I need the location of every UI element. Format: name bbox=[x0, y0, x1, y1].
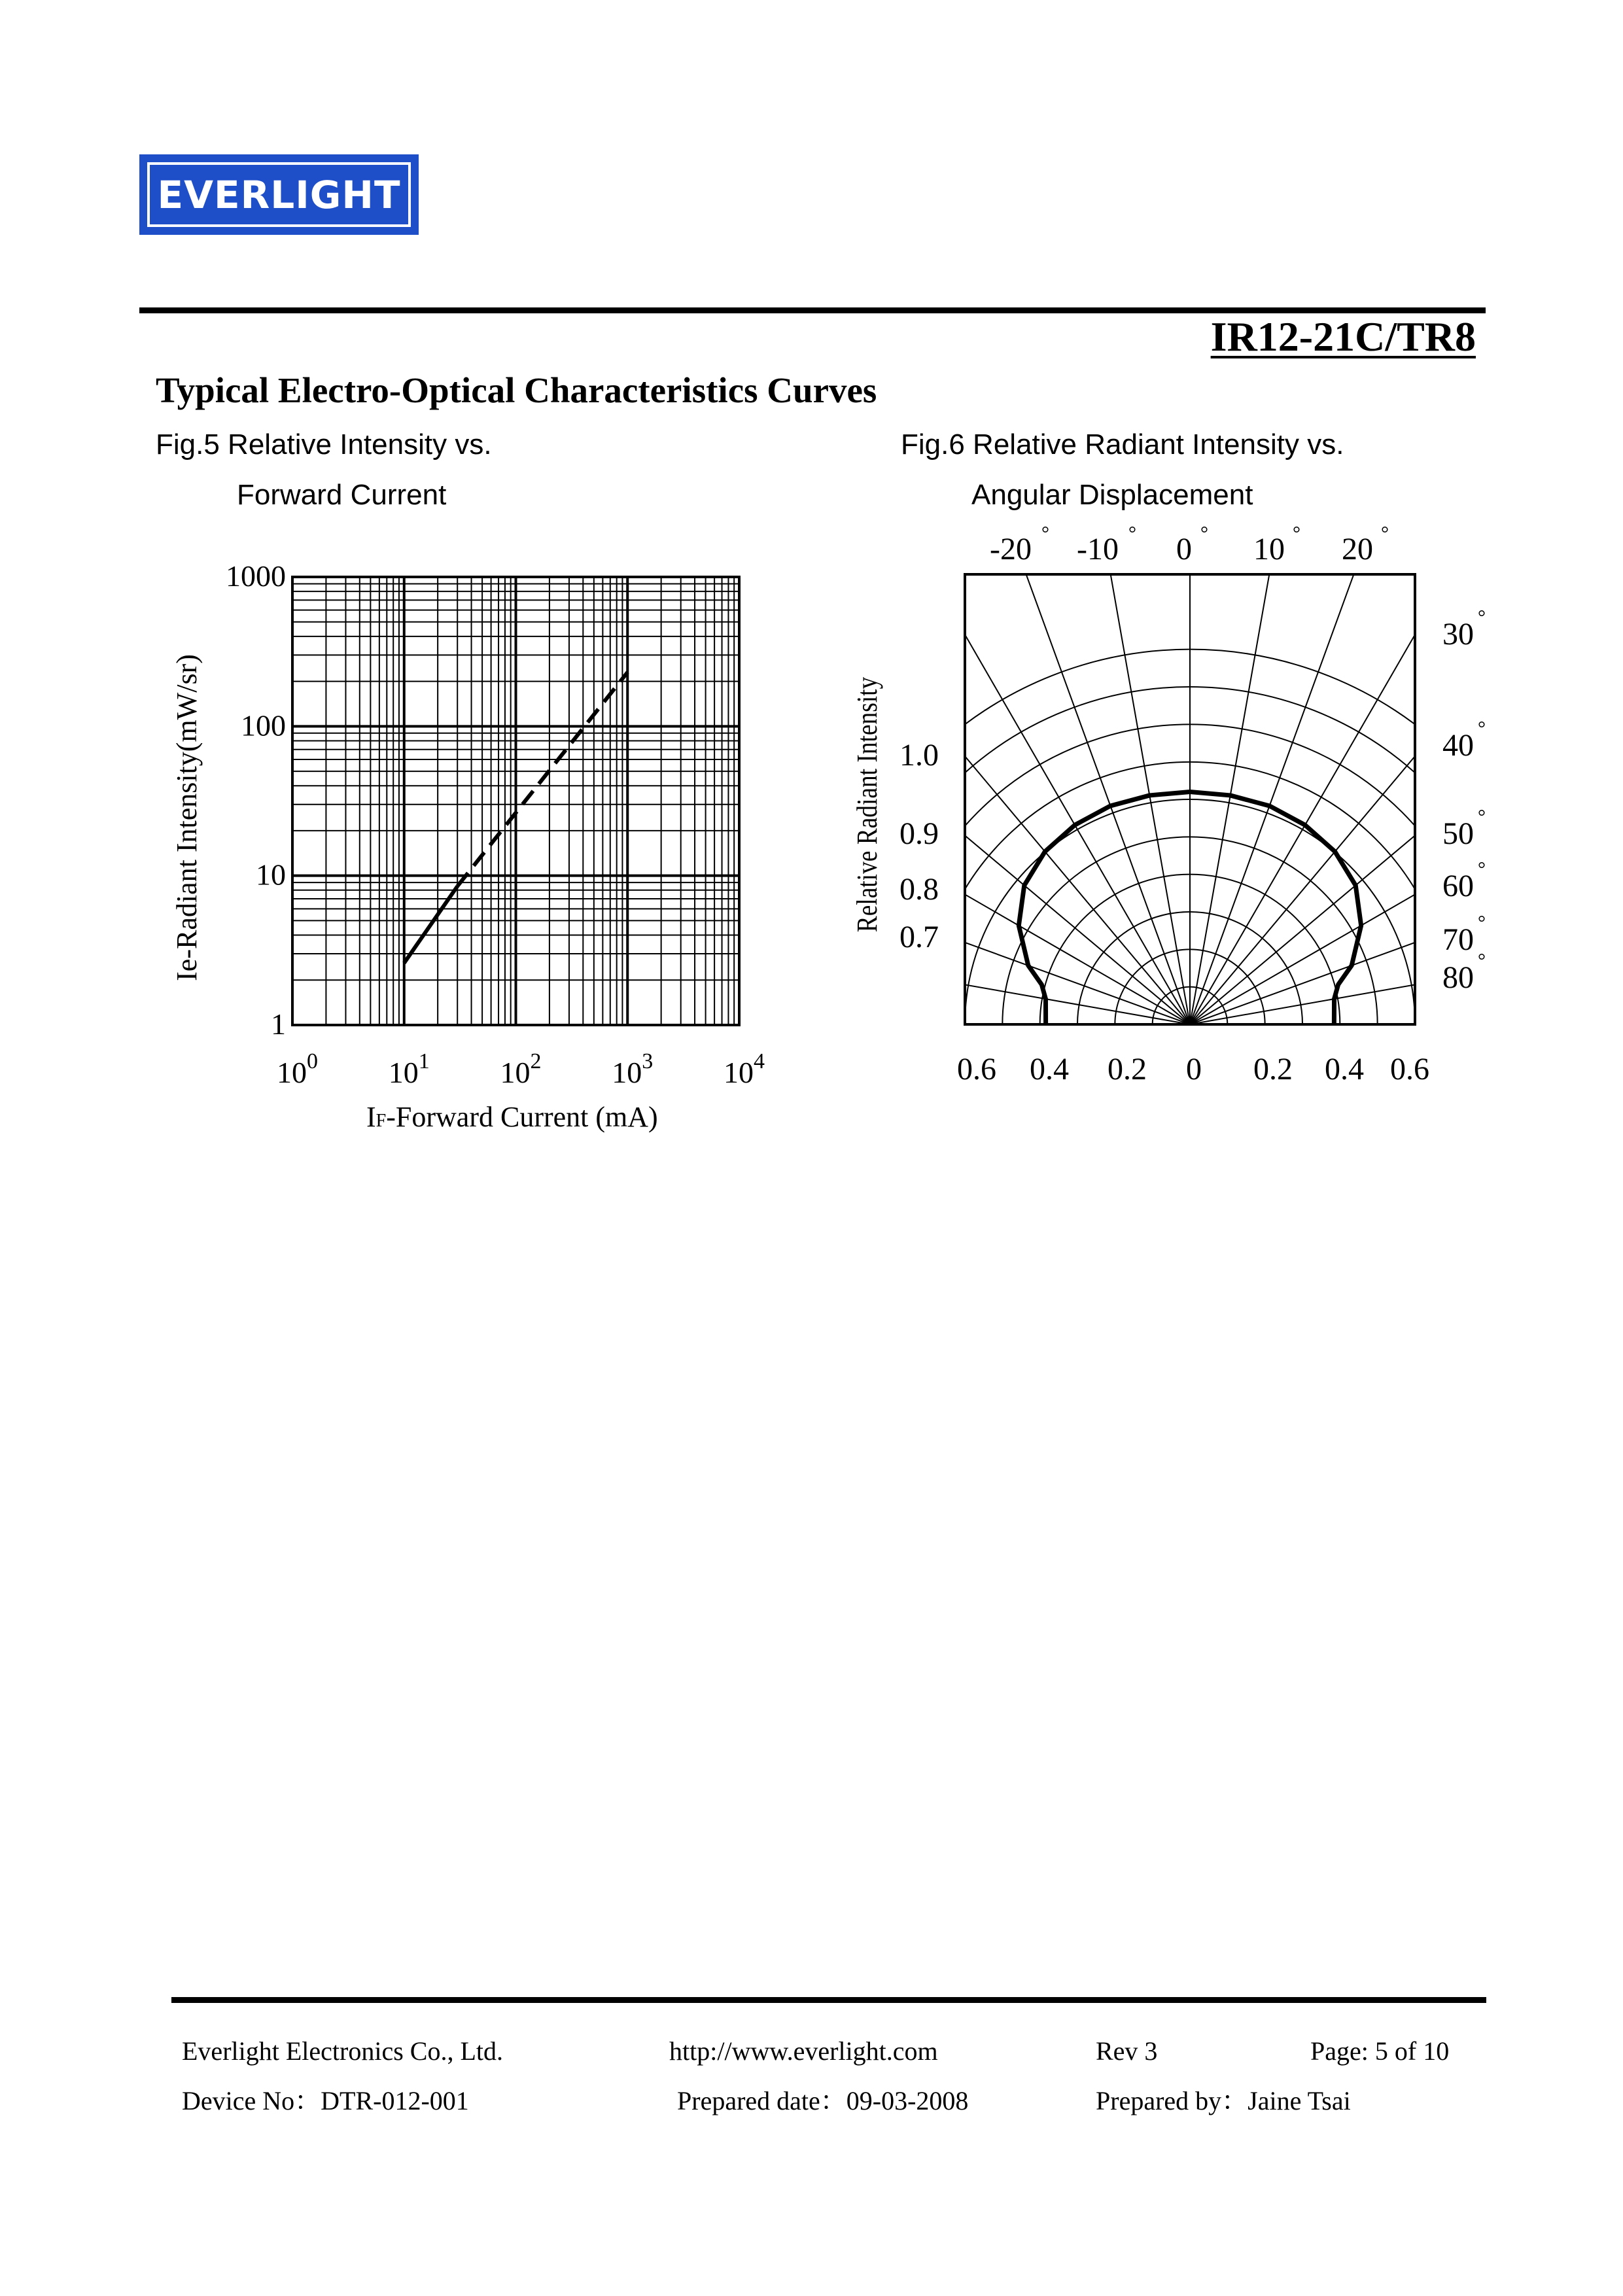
footer-rev: Rev 3 bbox=[1096, 2036, 1158, 2066]
fig6-angle-label: 50 bbox=[1442, 816, 1474, 851]
fig6-radius-arc bbox=[844, 650, 1498, 1024]
fig6-angle-label: 40 bbox=[1442, 728, 1474, 763]
fig5-x-axis-label-prefix: I bbox=[366, 1101, 376, 1133]
fig6-angle-label: -20 bbox=[990, 532, 1032, 566]
fig5-y-tick-label: 1000 bbox=[226, 559, 286, 593]
fig6-radial-label: 0.7 bbox=[899, 920, 939, 954]
fig6-angle-spoke bbox=[844, 517, 1190, 1024]
fig6-degree-symbol: ° bbox=[1200, 523, 1208, 544]
fig5-x-tick-labels bbox=[277, 1049, 765, 1089]
fig6-angle-label: 70 bbox=[1442, 922, 1474, 957]
fig6-radial-label: 0.8 bbox=[899, 872, 939, 907]
fig6-caption-line1: Fig.6 Relative Radiant Intensity vs. bbox=[901, 428, 1344, 461]
fig6-degree-symbol: ° bbox=[1293, 523, 1300, 544]
fig6-angle-label: -10 bbox=[1077, 532, 1119, 566]
fig5-x-tick-label bbox=[277, 1049, 318, 1089]
fig5-y-axis-label: Ie-Radiant Intensity(mW/sr) bbox=[171, 654, 203, 981]
fig6-angle-spoke bbox=[844, 517, 1190, 1024]
footer-prepared-date: Prepared date：09-03-2008 bbox=[677, 2086, 969, 2115]
logo-frame bbox=[147, 162, 411, 227]
fig5-x-tick-label bbox=[724, 1049, 765, 1089]
fig5-x-tick-exponent: 4 bbox=[754, 1049, 765, 1073]
fig6-angle-spoke bbox=[844, 689, 1190, 1024]
fig6-angle-label: 30 bbox=[1442, 617, 1474, 652]
fig6-bottom-label: 0.6 bbox=[957, 1052, 996, 1087]
fig5-series-measured bbox=[404, 886, 457, 963]
fig6-bottom-label: 0.2 bbox=[1253, 1052, 1293, 1087]
fig6-grid bbox=[844, 517, 1498, 1024]
fig6-bottom-label: 0 bbox=[1186, 1052, 1202, 1087]
fig5-x-tick-exponent: 0 bbox=[307, 1049, 318, 1073]
fig5-y-tick-label: 100 bbox=[241, 708, 286, 742]
fig6-angle-label: 20 bbox=[1342, 532, 1373, 566]
fig5-caption-line2: Forward Current bbox=[237, 479, 447, 511]
fig6-degree-symbol: ° bbox=[1128, 523, 1136, 544]
fig5-caption-line1: Fig.5 Relative Intensity vs. bbox=[156, 428, 492, 461]
fig6-radius-arc bbox=[852, 687, 1498, 1024]
fig6-labels bbox=[899, 523, 1486, 1087]
fig5-series-extrapolated bbox=[457, 672, 627, 886]
fig6-angle-label: 80 bbox=[1442, 960, 1474, 995]
fig5-x-tick-base: 10 bbox=[724, 1056, 754, 1089]
fig6-degree-symbol: ° bbox=[1478, 718, 1486, 739]
fig5-x-tick-base: 10 bbox=[500, 1056, 531, 1089]
fig5-x-tick-base: 10 bbox=[612, 1056, 642, 1089]
fig5-x-tick-exponent: 1 bbox=[418, 1049, 430, 1073]
fig6-degree-symbol: ° bbox=[1381, 523, 1389, 544]
fig6-bottom-label: 0.2 bbox=[1108, 1052, 1147, 1087]
fig5-chart bbox=[144, 549, 772, 1138]
fig6-bottom-label: 0.6 bbox=[1390, 1052, 1429, 1087]
fig5-x-tick-label bbox=[612, 1049, 653, 1089]
fig6-degree-symbol: ° bbox=[1478, 606, 1486, 628]
fig5-x-axis-label-rest: -Forward Current (mA) bbox=[386, 1101, 658, 1133]
fig6-angle-label: 60 bbox=[1442, 869, 1474, 903]
fig5-y-tick-label: 1 bbox=[271, 1007, 286, 1041]
fig5-grid bbox=[292, 577, 739, 1025]
fig6-angle-label: 0 bbox=[1176, 532, 1192, 566]
fig6-angle-spoke bbox=[1190, 517, 1360, 1024]
fig6-radial-label: 0.9 bbox=[899, 816, 939, 851]
fig5-x-tick-label bbox=[500, 1049, 542, 1089]
logo-text: EVERLIGHT bbox=[157, 172, 401, 217]
fig6-chart bbox=[844, 517, 1498, 1099]
fig6-caption-line2: Angular Displacement bbox=[971, 479, 1253, 511]
section-title: Typical Electro-Optical Characteristics Curves bbox=[156, 370, 877, 410]
footer-company: Everlight Electronics Co., Ltd. bbox=[182, 2036, 503, 2066]
fig5-x-tick-exponent: 2 bbox=[530, 1049, 542, 1073]
fig6-angle-spoke bbox=[844, 517, 1190, 1024]
fig5-y-tick-label: 10 bbox=[256, 858, 286, 892]
fig5-x-tick-label bbox=[389, 1049, 430, 1089]
fig6-degree-symbol: ° bbox=[1478, 806, 1486, 827]
everlight-logo bbox=[139, 154, 419, 235]
fig6-angle-spoke bbox=[1020, 517, 1190, 1024]
fig6-radial-label: 1.0 bbox=[899, 738, 939, 773]
fig6-degree-symbol: ° bbox=[1041, 523, 1049, 544]
fig5-x-axis-label-sub: F bbox=[375, 1111, 387, 1131]
fig6-y-axis-label: Relative Radiant Intensity bbox=[851, 676, 883, 933]
fig6-degree-symbol: ° bbox=[1478, 950, 1486, 971]
fig5-x-tick-base: 10 bbox=[388, 1056, 419, 1089]
fig6-degree-symbol: ° bbox=[1478, 912, 1486, 933]
fig5-x-axis-label bbox=[366, 1101, 658, 1133]
fig5-y-tick-labels bbox=[226, 559, 286, 1041]
footer-page: Page: 5 of 10 bbox=[1310, 2036, 1450, 2066]
fig5-x-tick-exponent: 3 bbox=[642, 1049, 654, 1073]
fig5-x-tick-base: 10 bbox=[277, 1056, 307, 1089]
footer-url[interactable]: http://www.everlight.com bbox=[669, 2036, 938, 2066]
fig6-angle-label: 10 bbox=[1253, 532, 1285, 566]
part-number: IR12-21C/TR8 bbox=[1210, 313, 1476, 360]
fig6-bottom-label: 0.4 bbox=[1325, 1052, 1364, 1087]
fig6-degree-symbol: ° bbox=[1478, 858, 1486, 880]
fig6-bottom-label: 0.4 bbox=[1030, 1052, 1069, 1087]
footer-prepared-by: Prepared by：Jaine Tsai bbox=[1096, 2086, 1351, 2115]
footer-device-no: Device No：DTR-012-001 bbox=[182, 2086, 469, 2115]
footer-rule bbox=[171, 1997, 1486, 2003]
